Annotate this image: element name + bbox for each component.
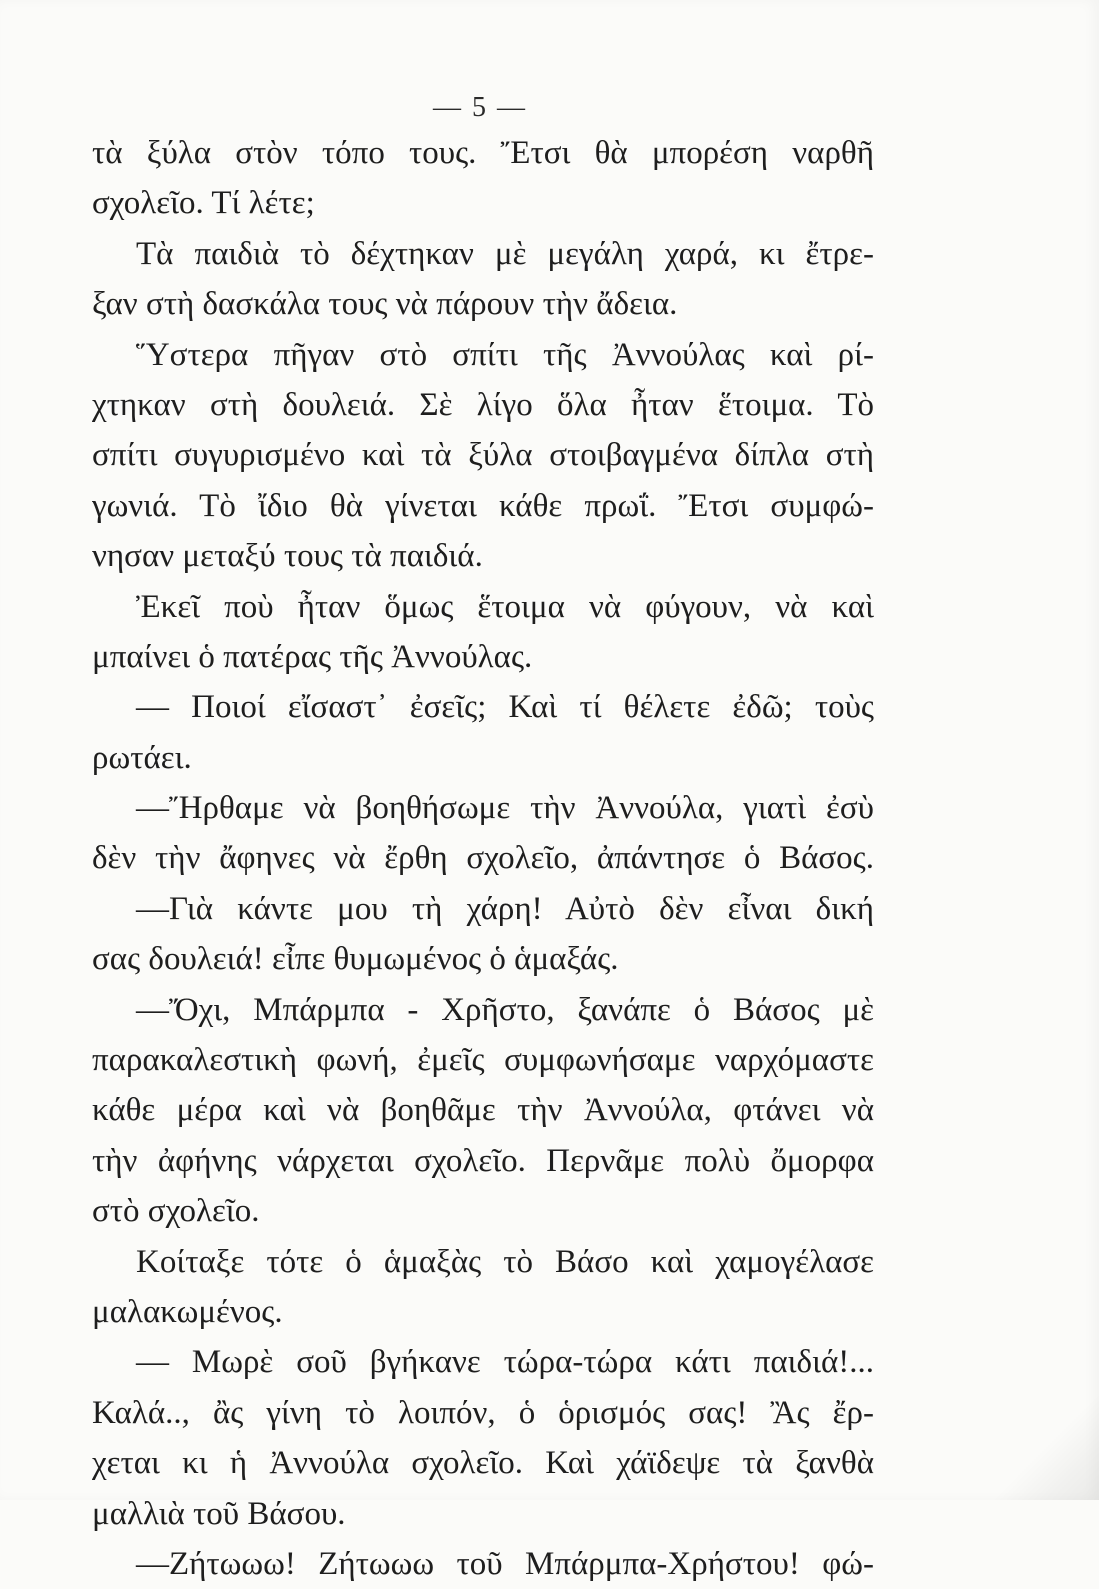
text-line: χτηκαν στὴ δουλειά. Σὲ λίγο ὅλα ἦταν ἕτοιμα. Τὸ (92, 386, 874, 423)
text-line: σχολεῖο. Τί λέτε; (92, 185, 315, 222)
text-line: ξαν στὴ δασκάλα τους νὰ πάρουν τὴν ἄδεια. (92, 286, 678, 323)
text-line: κάθε μέρα καὶ νὰ βοηθᾶμε τὴν Ἀννούλα, φτάνει νὰ (92, 1092, 874, 1129)
text-line: στὸ σχολεῖο. (92, 1193, 260, 1230)
text-line: Τὰ παιδιὰ τὸ δέχτηκαν μὲ μεγάλη χαρά, κι ἔτρε- (136, 235, 874, 272)
text-line: σπίτι συγυρισμένο καὶ τὰ ξύλα στοιβαγμένα δίπλα στὴ (92, 437, 874, 474)
text-line: μπαίνει ὁ πατέρας τῆς Ἀννούλας. (92, 638, 533, 675)
text-line: σας δουλειά! εἶπε θυμωμένος ὁ ἁμαξάς. (92, 941, 619, 978)
text-line: —Ὄχι, Μπάρμπα - Χρῆστο, ξανάπε ὁ Βάσος μὲ (136, 991, 874, 1028)
page-corner-shadow (969, 1360, 1099, 1500)
text-line: —Γιὰ κάντε μου τὴ χάρη! Αὐτὸ δὲν εἶναι δική (136, 890, 874, 927)
page-number: — 5 — (433, 92, 527, 123)
text-line: —Ἤρθαμε νὰ βοηθήσωμε τὴν Ἀννούλα, γιατὶ ἐσὺ (136, 790, 874, 827)
body-text (92, 128, 874, 1589)
text-line: —Ζήτωωω! Ζήτωωω τοῦ Μπάρμπα-Χρήστου! φώ- (136, 1545, 874, 1582)
text-line: μαλακωμένος. (92, 1293, 283, 1330)
text-line: Ἐκεῖ ποὺ ἦταν ὅμως ἕτοιμα νὰ φύγουν, νὰ καὶ (136, 588, 874, 625)
text-line: τὴν ἀφήνης νάρχεται σχολεῖο. Περνᾶμε πολὺ ὄμορφα (92, 1142, 874, 1179)
text-line: παρακαλεστικὴ φωνή, ἐμεῖς συμφωνήσαμε ναρχόμαστε (92, 1042, 874, 1079)
text-line: Ὕστερα πῆγαν στὸ σπίτι τῆς Ἀννούλας καὶ ρί- (136, 336, 874, 373)
text-line: Καλά.., ἂς γίνη τὸ λοιπόν, ὁ ὁρισμός σας! Ἂς ἔρ- (92, 1394, 874, 1431)
text-line: — Ποιοί εἴσαστ᾽ ἐσεῖς; Καὶ τί θέλετε ἐδῶ; τοὺς (136, 689, 874, 726)
text-line: δὲν τὴν ἄφηνες νὰ ἔρθη σχολεῖο, ἀπάντησε ὁ Βάσος. (92, 840, 874, 877)
text-line: — Μωρὲ σοῦ βγήκανε τώρα-τώρα κάτι παιδιά!... (136, 1344, 874, 1381)
text-line: Κοίταξε τότε ὁ ἁμαξὰς τὸ Βάσο καὶ χαμογέλασε (136, 1243, 874, 1280)
text-line: τὰ ξύλα στὸν τόπο τους. Ἔτσι θὰ μπορέση ναρθῆ (92, 135, 874, 171)
text-line: χεται κι ἡ Ἀννούλα σχολεῖο. Καὶ χάϊδεψε τὰ ξανθὰ (92, 1445, 874, 1482)
text-line: νησαν μεταξύ τους τὰ παιδιά. (92, 538, 483, 575)
text-line: μαλλιὰ τοῦ Βάσου. (92, 1495, 346, 1532)
text-line: γωνιά. Τὸ ἴδιο θὰ γίνεται κάθε πρωΐ. Ἔτσι συμφώ- (92, 487, 874, 524)
text-line: ρωτάει. (92, 739, 192, 776)
